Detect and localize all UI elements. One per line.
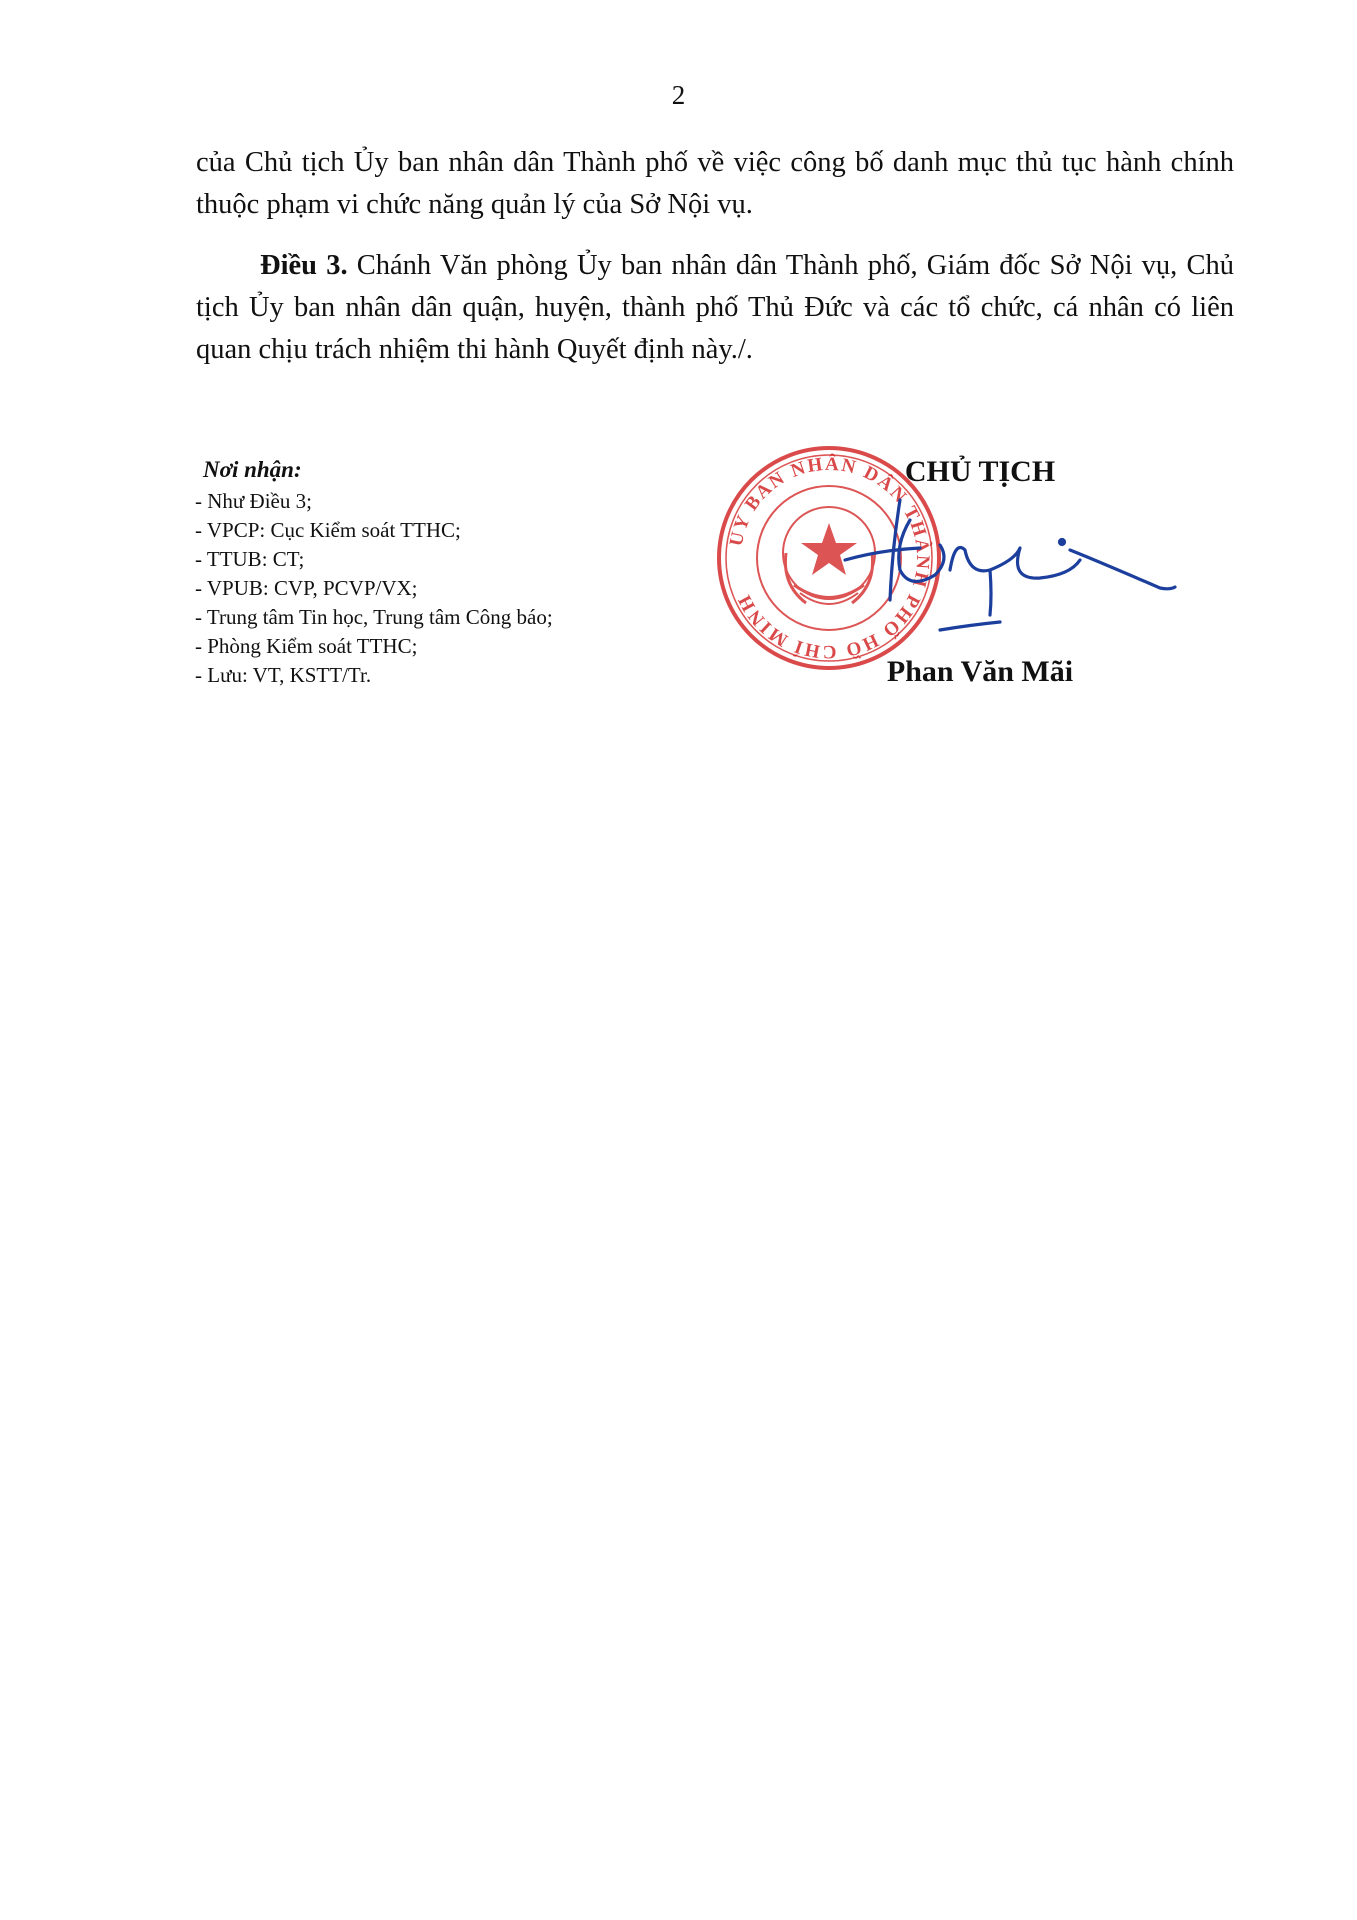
recipients-list — [195, 487, 715, 690]
recipient-item: - Trung tâm Tin học, Trung tâm Công báo; — [195, 605, 553, 629]
recipient-item: - Lưu: VT, KSTT/Tr. — [195, 663, 372, 687]
recipient-item: - TTUB: CT; — [195, 547, 305, 571]
recipient-item: - VPCP: Cục Kiểm soát TTHC; — [195, 518, 461, 542]
paragraph-continuation: của Chủ tịch Ủy ban nhân dân Thành phố về việc công bố danh mục thủ tục hành chính thuộc phạm vi chức năng quản lý của Sở Nội vụ. — [196, 147, 1234, 220]
article-3-label: Điều 3. — [260, 250, 348, 281]
recipient-item: - Như Điều 3; — [195, 489, 312, 513]
recipient-item: - VPUB: CVP, PCVP/VX; — [195, 576, 418, 600]
signer-name: Phan Văn Mãi — [886, 655, 1074, 688]
page-number: 2 — [671, 80, 686, 110]
article-3-paragraph — [196, 245, 1234, 371]
handwritten-signature — [840, 490, 1180, 640]
recipients-block — [195, 455, 715, 690]
article-3-text: Chánh Văn phòng Ủy ban nhân dân Thành phố, Giám đốc Sở Nội vụ, Chủ tịch Ủy ban nhân dân quận, huyện, thành phố Thủ Đức và các tổ chức, cá nhân có liên quan chịu trách nhiệm thi hành Quyết định này./. — [196, 250, 1235, 365]
recipients-title: Nơi nhận: — [203, 457, 302, 482]
seal-text: UY BAN NHÂN DÂN THÀNH PHỐ HỒ CHÍ MINH — [725, 453, 934, 663]
signer-title: CHỦ TỊCH — [904, 455, 1056, 488]
recipient-item: - Phòng Kiểm soát TTHC; — [195, 634, 418, 658]
